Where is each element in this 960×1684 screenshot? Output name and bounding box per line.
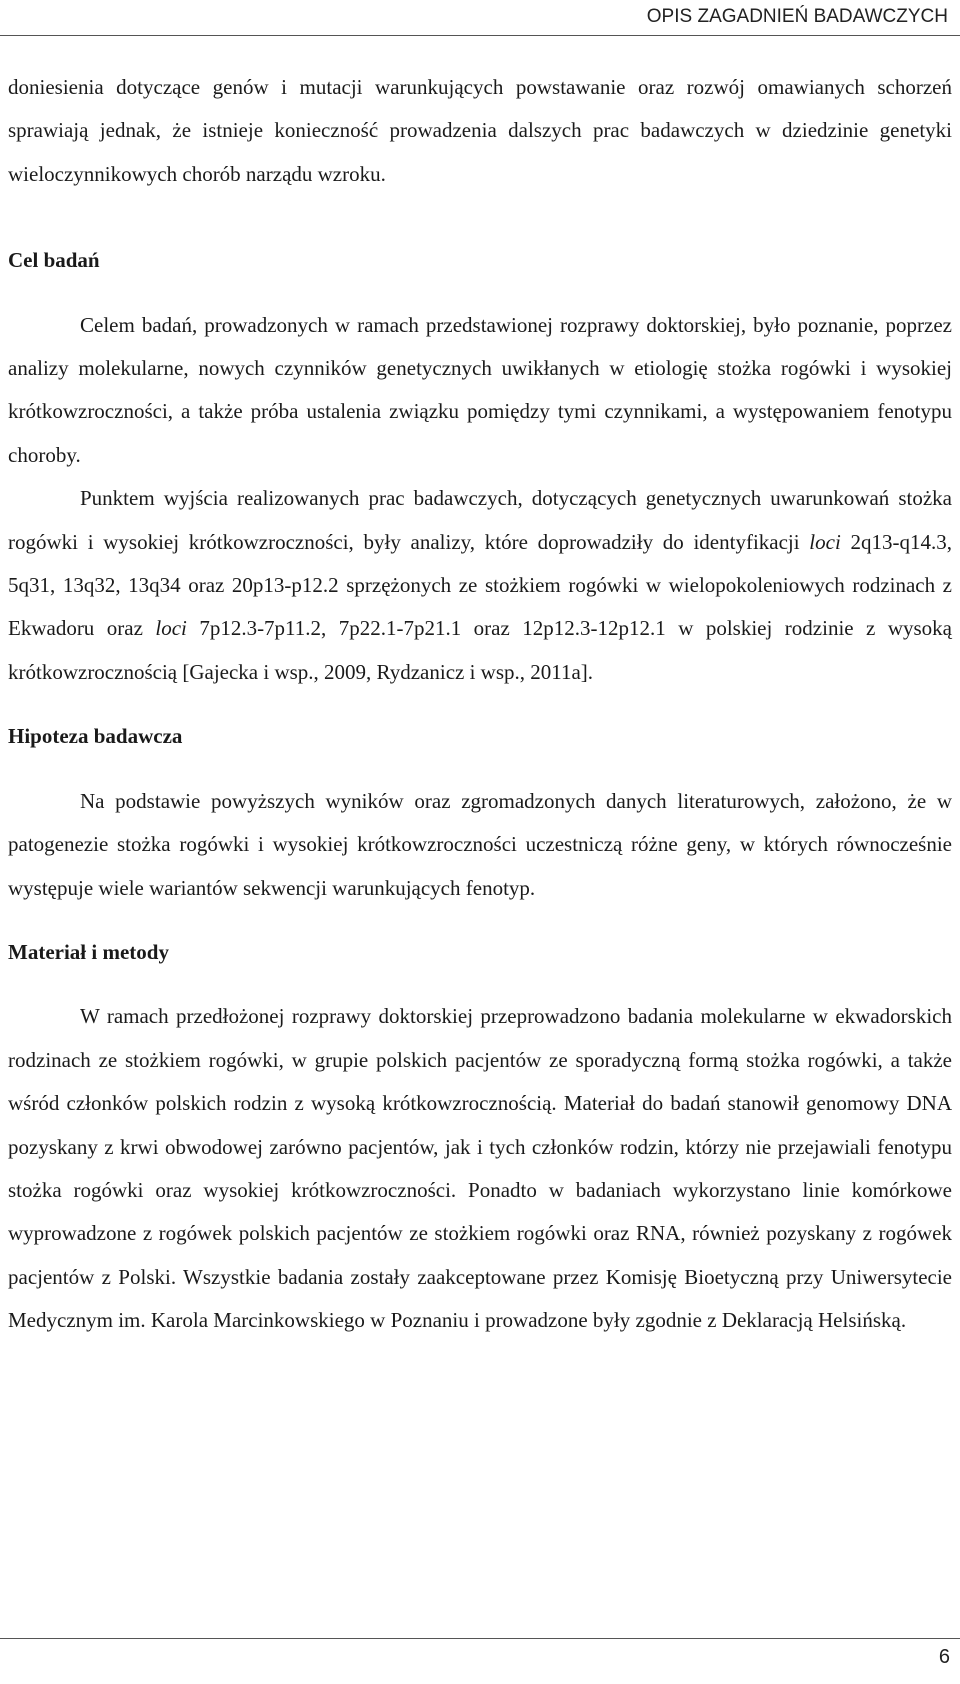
- cel-badan-paragraph-1: Celem badań, prowadzonych w ramach przedstawionej rozprawy doktorskiej, było poznanie, poprzez analizy molekularne, nowych czynników genetycznych uwikłanych w etiologię stożka rogówki i wysokiej krótkowzroczności, a także próba ustalenia związku pomiędzy tymi czynnikami, a występowaniem fenotypu choroby.: [8, 312, 952, 467]
- spacer: [8, 196, 952, 239]
- page-footer: [0, 1638, 960, 1684]
- paragraph-text: 7p12.3-7p11.2, 7p22.1-7p21.1 oraz 12p12.3-12p12.1 w polskiej rodzinie z wysoką krótkowzrocznością [Gajecka i wsp., 2009, Rydzanicz i wsp., 2011a].: [8, 616, 952, 684]
- loci-term: loci: [155, 616, 187, 641]
- paragraph-text: Punktem wyjścia realizowanych prac badawczych, dotyczących genetycznych uwarunkowań stożka rogówki i wysokiej krótkowzroczności, były analizy, które doprowadziły do identyfikacji: [8, 486, 952, 554]
- intro-continuation-paragraph: doniesienia dotyczące genów i mutacji warunkujących powstawanie oraz rozwój omawianych schorzeń sprawiają jednak, że istnieje konieczność prowadzenia dalszych prac badawczych w dziedzinie genetyki wieloczynnikowych chorób narządu wzroku.: [8, 75, 952, 186]
- spacer: [8, 910, 952, 931]
- spacer: [8, 694, 952, 715]
- paragraph-text: 2q13-q14.3, 5q31, 13q32, 13q34 oraz 20p13-p12.2 sprzężonych ze stożkiem rogówki w wielopokoleniowych rodzinach z Ekwadoru oraz: [8, 529, 952, 641]
- cel-badan-paragraph-2: [8, 477, 952, 694]
- section-heading-cel-badan: Cel badań: [8, 248, 100, 273]
- running-header-title: OPIS ZAGADNIEŃ BADAWCZYCH: [646, 6, 948, 27]
- footer-divider: [0, 1638, 960, 1639]
- section-heading-material-i-metody: Materiał i metody: [8, 939, 169, 964]
- page-number: 6: [938, 1646, 950, 1668]
- hipoteza-paragraph: Na podstawie powyższych wyników oraz zgromadzonych danych literaturowych, założono, że w patogenezie stożka rogówki i wysokiej krótkowzroczności uczestniczą różne geny, w których równocześnie występuje wiele wariantów sekwencji warunkujących fenotyp.: [8, 788, 952, 900]
- spacer: [8, 759, 952, 780]
- section-heading-hipoteza-badawcza: Hipoteza badawcza: [8, 724, 183, 749]
- loci-term: loci: [809, 529, 841, 554]
- spacer: [8, 974, 952, 995]
- document-body: [8, 66, 952, 1343]
- header-divider: [0, 35, 960, 36]
- spacer: [8, 283, 952, 304]
- material-paragraph: W ramach przedłożonej rozprawy doktorskiej przeprowadzono badania molekularne w ekwadorskich rodzinach ze stożkiem rogówki, w grupie polskich pacjentów ze sporadyczną formą stożka rogówki, a także wśród członków polskich rodzin z wysoką krótkowzrocznością. Materiał do badań stanowił genomowy DNA pozyskany z krwi obwodowej zarówno pacjentów, jak i tych członków rodzin, którzy nie przejawiali fenotypu stożka rogówki oraz wysokiej krótkowzroczności. Ponadto w badaniach wykorzystano linie komórkowe wyprowadzone z rogówek polskich pacjentów ze stożkiem rogówki oraz RNA, również pozyskany z rogówek pacjentów z Polski. Wszystkie badania zostały zaakceptowane przez Komisję Bioetyczną przy Uniwersytecie Medycznym im. Karola Marcinkowskiego w Poznaniu i prowadzone były zgodnie z Deklaracją Helsińską.: [8, 1004, 952, 1333]
- page-header: [0, 0, 960, 36]
